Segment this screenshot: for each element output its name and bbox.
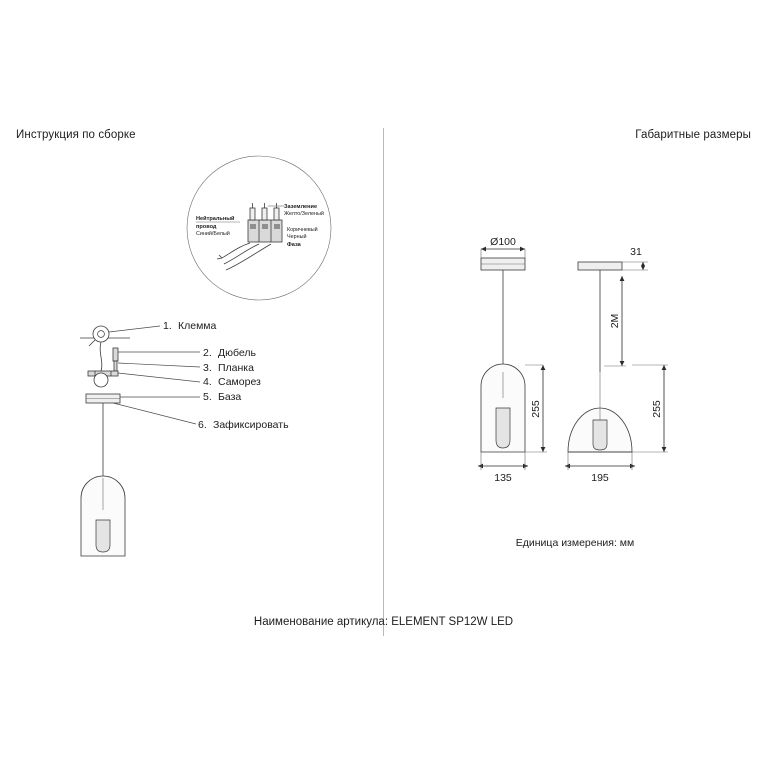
- screw-part: [114, 361, 117, 371]
- article-name-label: Наименование артикула: ELEMENT SP12W LED: [253, 616, 514, 628]
- leader-4: [118, 373, 200, 382]
- wiring-detail-group: [187, 156, 331, 300]
- supply-cable: [100, 342, 102, 371]
- assembly-lamp-body: [81, 476, 125, 556]
- front-lamp-diffuser: [496, 408, 510, 448]
- neutral-label-line3: Синий/Белый: [196, 231, 230, 237]
- wire-live: [226, 244, 271, 270]
- terminal-block-icon: [248, 203, 282, 242]
- assembly-exploded-view: [80, 326, 200, 556]
- canopy-thickness-label: 31: [630, 246, 642, 258]
- leader-3: [118, 363, 200, 367]
- step-1-num: 1.: [163, 320, 172, 332]
- leader-6: [113, 403, 196, 424]
- wire-ground: [224, 244, 259, 264]
- overall-dimensions-title: Габаритные размеры: [635, 129, 751, 141]
- cable-ring: [94, 373, 108, 387]
- side-canopy: [578, 262, 622, 270]
- side-lamp-diffuser: [593, 420, 607, 450]
- step-2-num: 2.: [203, 347, 212, 359]
- side-width-label: 195: [591, 472, 609, 484]
- assembly-instruction-title: Инструкция по сборке: [16, 129, 136, 141]
- live-label-line2: Черный: [287, 234, 307, 240]
- step-3-num: 3.: [203, 362, 212, 374]
- neutral-label-line2: провод: [196, 224, 217, 230]
- ground-label-line2: Желто/Зеленый: [284, 211, 324, 217]
- step-2-label: Дюбель: [218, 347, 256, 359]
- step-4-num: 4.: [203, 376, 212, 388]
- unit-of-measure-label: Единица измерения: мм: [515, 537, 635, 549]
- front-height-label: 255: [530, 400, 542, 418]
- assembly-steps-labels: [163, 320, 289, 431]
- step-5-label: База: [218, 391, 242, 403]
- step-4-label: Саморез: [218, 376, 261, 388]
- step-1-label: Клемма: [178, 320, 217, 332]
- ground-label-line1: Заземление: [284, 204, 318, 210]
- step-5-num: 5.: [203, 391, 212, 403]
- canopy-diameter-label: Ø100: [490, 236, 516, 248]
- wire-neutral: [222, 243, 250, 258]
- step-3-label: Планка: [218, 362, 254, 374]
- front-width-label: 135: [494, 472, 512, 484]
- dimension-view-front: [478, 236, 547, 484]
- dowel-part: [113, 348, 118, 361]
- step-6-num: 6.: [198, 419, 207, 431]
- step-6-label: Зафиксировать: [213, 419, 289, 431]
- leader-1: [109, 326, 160, 332]
- side-height-label: 255: [651, 400, 663, 418]
- live-label-line1: Коричневый: [287, 227, 318, 233]
- neutral-label-line1: Нейтральный: [196, 216, 235, 222]
- live-label-line3: Фаза: [287, 242, 301, 248]
- rod-length-label: 2M: [609, 313, 621, 329]
- dimension-view-side: [565, 246, 668, 484]
